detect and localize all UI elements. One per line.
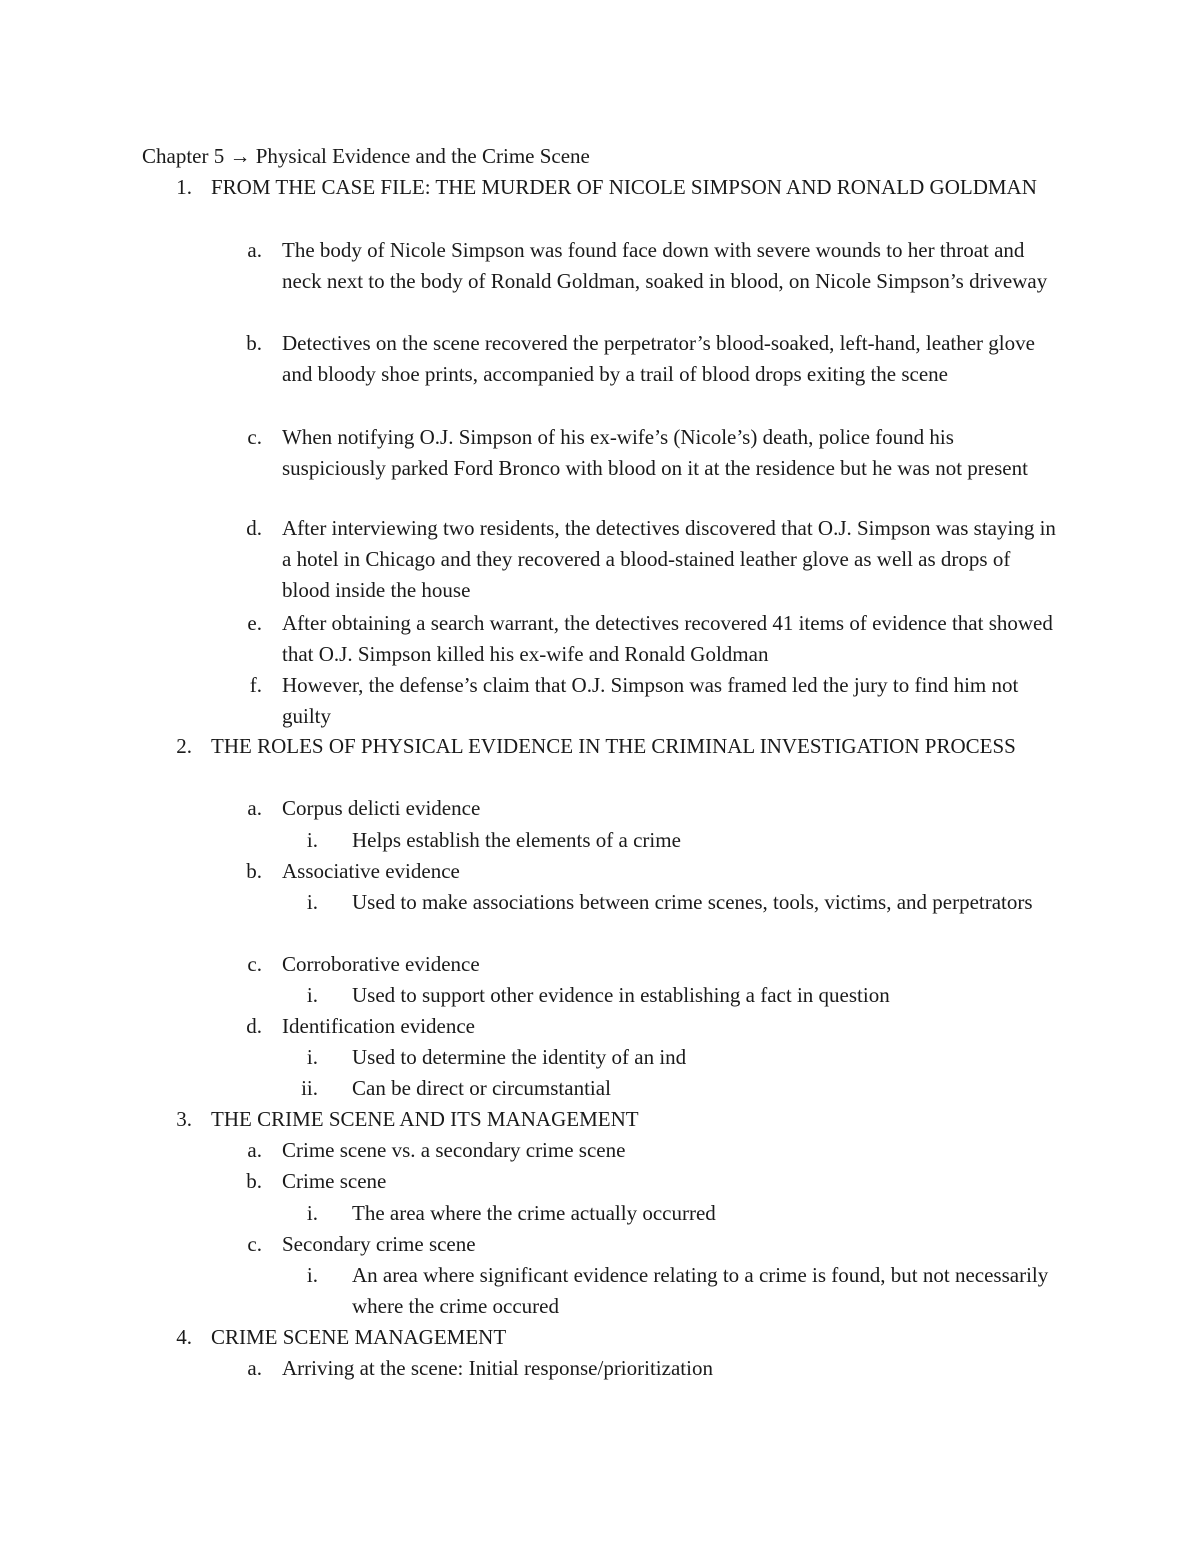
sub-list-item-text: Can be direct or circumstantial [352, 1076, 611, 1100]
sub-list-item-text: Used to make associations between crime scenes, tools, victims, and perpetrators [352, 890, 1033, 914]
list-item-text: However, the defense’s claim that O.J. Simpson was framed led the jury to find him not guilty [282, 673, 1019, 728]
section-heading: THE CRIME SCENE AND ITS MANAGEMENT [211, 1107, 639, 1131]
section-heading: THE ROLES OF PHYSICAL EVIDENCE IN THE CRIMINAL INVESTIGATION PROCESS [211, 734, 1016, 758]
list-marker: 4. [176, 1325, 192, 1349]
list-item-text: Associative evidence [282, 859, 460, 883]
list-marker: 3. [176, 1107, 192, 1131]
section-heading: FROM THE CASE FILE: THE MURDER OF NICOLE SIMPSON AND RONALD GOLDMAN [211, 175, 1037, 199]
list-marker: d. [246, 516, 262, 540]
list-item-text: Crime scene [282, 1169, 387, 1193]
list-marker: i. [306, 1201, 318, 1225]
section-heading: CRIME SCENE MANAGEMENT [211, 1325, 507, 1349]
list-marker: i. [306, 828, 318, 852]
list-marker: c. [247, 1232, 262, 1256]
list-marker: d. [246, 1014, 262, 1038]
list-marker: 1. [176, 175, 192, 199]
list-item-text: Identification evidence [282, 1014, 475, 1038]
list-item-text: Corroborative evidence [282, 952, 480, 976]
sub-list-item-text: Used to determine the identity of an ind [352, 1045, 687, 1069]
list-item-text: Arriving at the scene: Initial response/prioritization [282, 1356, 713, 1380]
list-item-text: Detectives on the scene recovered the perpetrator’s blood-soaked, left-hand, leather glove and bloody shoe prints, accompanied by a trail of blood drops exiting the scene [282, 331, 1035, 386]
list-item-text: The body of Nicole Simpson was found face down with severe wounds to her throat and neck next to the body of Ronald Goldman, soaked in blood, on Nicole Simpson’s driveway [282, 238, 1048, 293]
list-marker: b. [246, 859, 262, 883]
list-marker: i. [306, 1045, 318, 1069]
list-item-text: Corpus delicti evidence [282, 796, 481, 820]
list-marker: i. [306, 1263, 318, 1287]
list-item-text: After interviewing two residents, the detectives discovered that O.J. Simpson was staying in a hotel in Chicago and they recovered a blood-stained leather glove as well as drops of blood inside the house [282, 516, 1056, 602]
sub-list-item-text: An area where significant evidence relating to a crime is found, but not necessarily where the crime occured [352, 1263, 1049, 1318]
list-marker: e. [247, 611, 262, 635]
list-marker: 2. [176, 734, 192, 758]
list-marker: b. [246, 331, 262, 355]
list-marker: a. [247, 1138, 262, 1162]
sub-list-item-text: Used to support other evidence in establishing a fact in question [352, 983, 890, 1007]
list-marker: a. [247, 796, 262, 820]
list-marker: c. [247, 952, 262, 976]
list-marker: c. [247, 425, 262, 449]
list-marker: i. [306, 983, 318, 1007]
list-item-text: When notifying O.J. Simpson of his ex-wife’s (Nicole’s) death, police found his suspiciously parked Ford Bronco with blood on it at the residence but he was not present [282, 425, 1028, 480]
list-item-text: After obtaining a search warrant, the detectives recovered 41 items of evidence that showed that O.J. Simpson killed his ex-wife and Ronald Goldman [282, 611, 1053, 666]
list-item-text: Secondary crime scene [282, 1232, 476, 1256]
list-marker: b. [246, 1169, 262, 1193]
list-marker: f. [249, 673, 262, 697]
list-marker: a. [247, 238, 262, 262]
list-item-text: Crime scene vs. a secondary crime scene [282, 1138, 626, 1162]
document-title: Chapter 5 → Physical Evidence and the Crime Scene [142, 144, 590, 168]
list-marker: i. [306, 890, 318, 914]
sub-list-item-text: The area where the crime actually occurred [352, 1201, 716, 1225]
list-marker: ii. [301, 1076, 318, 1100]
sub-list-item-text: Helps establish the elements of a crime [352, 828, 681, 852]
list-marker: a. [247, 1356, 262, 1380]
